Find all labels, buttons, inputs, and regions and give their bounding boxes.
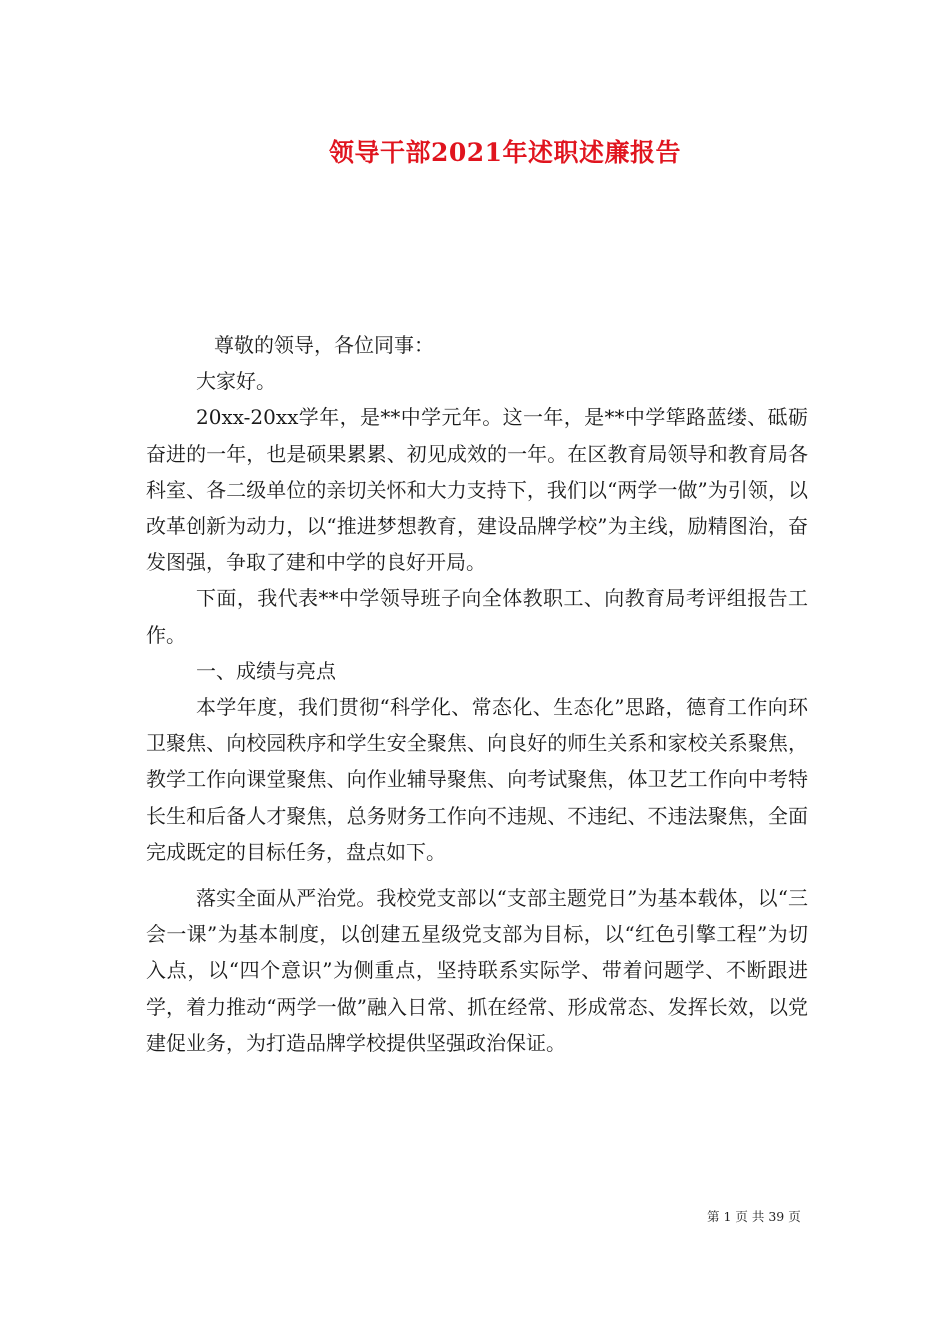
- greeting-paragraph: 大家好。: [196, 369, 276, 394]
- party-paragraph: 落实全面从严治党。我校党支部以“支部主题党日”为基本载体，以“三会一课”为基本制度，以创建五星级党支部为目标，以“红色引擎工程”为切入点，以“四个意识”为侧重点，坚持联系实际学、带着问题学、不断跟进学，着力推动“两学一做”融入日常、抓在经常、形成常态、发挥长效，以党建促业务，为打造品牌学校提供坚强政治保证。: [146, 886, 808, 1055]
- intro-paragraph: 20xx-20xx学年，是**中学元年。这一年，是**中学筚路蓝缕、砥砺奋进的一年，也是硕果累累、初见成效的一年。在区教育局领导和教育局各科室、各二级单位的亲切关怀和大力支持下，我们以“两学一做”为引领，以改革创新为动力，以“推进梦想教育，建设品牌学校”为主线，励精图治，奋发图强，争取了建和中学的良好开局。: [146, 405, 808, 575]
- page-number: 第 1 页 共 39 页: [707, 1209, 801, 1224]
- document-title: 领导干部2021年述职述廉报告: [328, 138, 682, 167]
- document-body: [146, 327, 808, 1061]
- salutation-paragraph: 尊敬的领导，各位同事：: [214, 333, 434, 357]
- section-heading: 一、成绩与亮点: [196, 658, 336, 683]
- summary-paragraph: 本学年度，我们贯彻“科学化、常态化、生态化”思路，德育工作向环卫聚焦、向校园秩序和学生安全聚焦、向良好的师生关系和家校关系聚焦，教学工作向课堂聚焦、向作业辅导聚焦、向考试聚焦，体卫艺工作向中考特长生和后备人才聚焦，总务财务工作向不违规、不违纪、不违法聚焦，全面完成既定的目标任务，盘点如下。: [146, 695, 808, 864]
- report-paragraph: 下面，我代表**中学领导班子向全体教职工、向教育局考评组报告工作。: [146, 586, 808, 647]
